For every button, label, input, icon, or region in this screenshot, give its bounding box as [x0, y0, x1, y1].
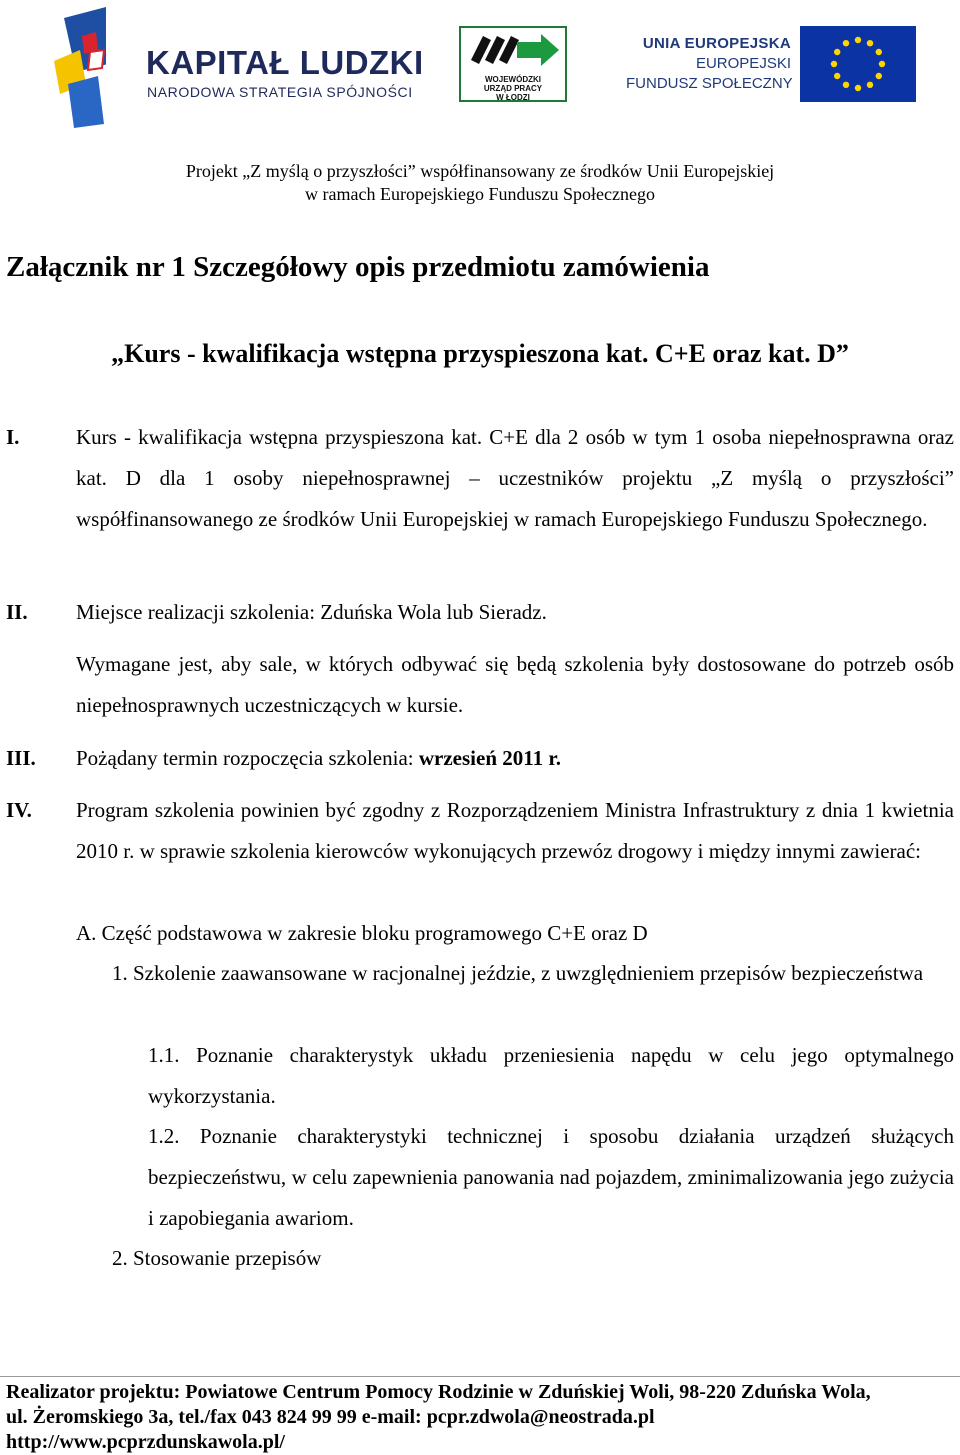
section-3-start-date: wrzesień 2011 r. — [418, 746, 561, 770]
ue-line-3: FUNDUSZ SPOŁECZNY — [626, 75, 793, 92]
project-line-2: w ramach Europejskiego Funduszu Społecznego — [305, 184, 655, 204]
ue-text — [626, 34, 791, 94]
section-2-text: Miejsce realizacji szkolenia: Zduńska Wola lub Sieradz. — [76, 600, 547, 624]
section-4-number: IV. — [6, 798, 32, 822]
wup-lodz-logo — [459, 26, 567, 102]
item-1-1-text: 1.1. Poznanie charakterystyk układu przeniesienia napędu w celu jego optymalnego wykorzystania. — [148, 1043, 954, 1108]
unia-europejska-logo — [626, 26, 918, 102]
document-title: Załącznik nr 1 Szczegółowy opis przedmiotu zamówienia — [6, 251, 710, 283]
item-1-2-text: 1.2. Poznanie charakterystyki technicznej i sposobu działania urządzeń służących bezpieczeństwu, w celu zapewnienia panowania nad pojazdem, zminimalizowania jego zużycia i zapobiegania awariom. — [148, 1124, 954, 1230]
item-2-text: 2. Stosowanie przepisów — [112, 1246, 322, 1270]
wup-text-line-3: W ŁODZI — [496, 93, 530, 102]
kapital-ludzki-title: KAPITAŁ LUDZKI — [146, 44, 424, 81]
course-title: „Kurs - kwalifikacja wstępna przyspieszona kat. C+E oraz kat. D” — [111, 339, 849, 368]
ue-line-1: UNIA EUROPEJSKA — [642, 35, 791, 52]
footer-line-1: Realizator projektu: Powiatowe Centrum Pomocy Rodzinie w Zduńskiej Woli, 98-220 Zduńska Wola, — [6, 1381, 871, 1403]
footer-divider — [0, 1376, 960, 1377]
project-line-1: Projekt „Z myślą o przyszłości” współfinansowany ze środków Unii Europejskiej — [185, 161, 775, 181]
section-3-text-prefix: Pożądany termin rozpoczęcia szkolenia: — [76, 746, 419, 770]
eu-flag-icon — [800, 26, 916, 102]
section-1-number: I. — [6, 425, 20, 449]
section-3-text — [76, 738, 954, 779]
wup-emblem-icon — [461, 28, 565, 74]
section-3-number: III. — [6, 746, 36, 770]
section-2-note-text: Wymagane jest, aby sale, w których odbywać się będą szkolenia były dostosowane do potrzeb osób niepełnosprawnych uczestniczących w kursie. — [76, 652, 954, 717]
item-1-text: 1. Szkolenie zaawansowane w racjonalnej jeździe, z uwzględnieniem przepisów bezpieczeństwa — [112, 961, 924, 985]
section-2-number: II. — [6, 600, 28, 624]
footer — [6, 1380, 956, 1455]
wup-text-line-1: WOJEWÓDZKI — [485, 75, 541, 84]
kapital-ludzki-emblem-icon — [46, 6, 106, 128]
wup-text — [461, 75, 565, 102]
footer-line-3: http://www.pcprzdunskawola.pl/ — [6, 1431, 285, 1453]
kapital-ludzki-logo — [46, 6, 424, 128]
section-4-text: Program szkolenia powinien być zgodny z Rozporządzeniem Ministra Infrastruktury z dnia 1 kwietnia 2010 r. w sprawie szkolenia kierowców wykonujących przewóz drogowy i między innymi zawierać: — [76, 798, 954, 863]
kapital-ludzki-subtitle: NARODOWA STRATEGIA SPÓJNOŚCI — [147, 84, 413, 100]
footer-line-2: ul. Żeromskiego 3a, tel./fax 043 824 99 99 e-mail: pcpr.zdwola@neostrada.pl — [6, 1406, 655, 1428]
part-a-heading: A. Część podstawowa w zakresie bloku programowego C+E oraz D — [76, 921, 648, 945]
header-logos — [0, 0, 960, 140]
section-1-text: Kurs - kwalifikacja wstępna przyspieszona kat. C+E dla 2 osób w tym 1 osoba niepełnosprawna oraz kat. D dla 1 osoby niepełnosprawnej – uczestników projektu „Z myślą o przyszłości” współfinansowanego ze środków Unii Europejskiej w ramach Europejskiego Funduszu Społecznego. — [76, 425, 954, 531]
wup-text-line-2: URZĄD PRACY — [483, 84, 543, 93]
ue-line-2: EUROPEJSKI — [695, 55, 791, 72]
